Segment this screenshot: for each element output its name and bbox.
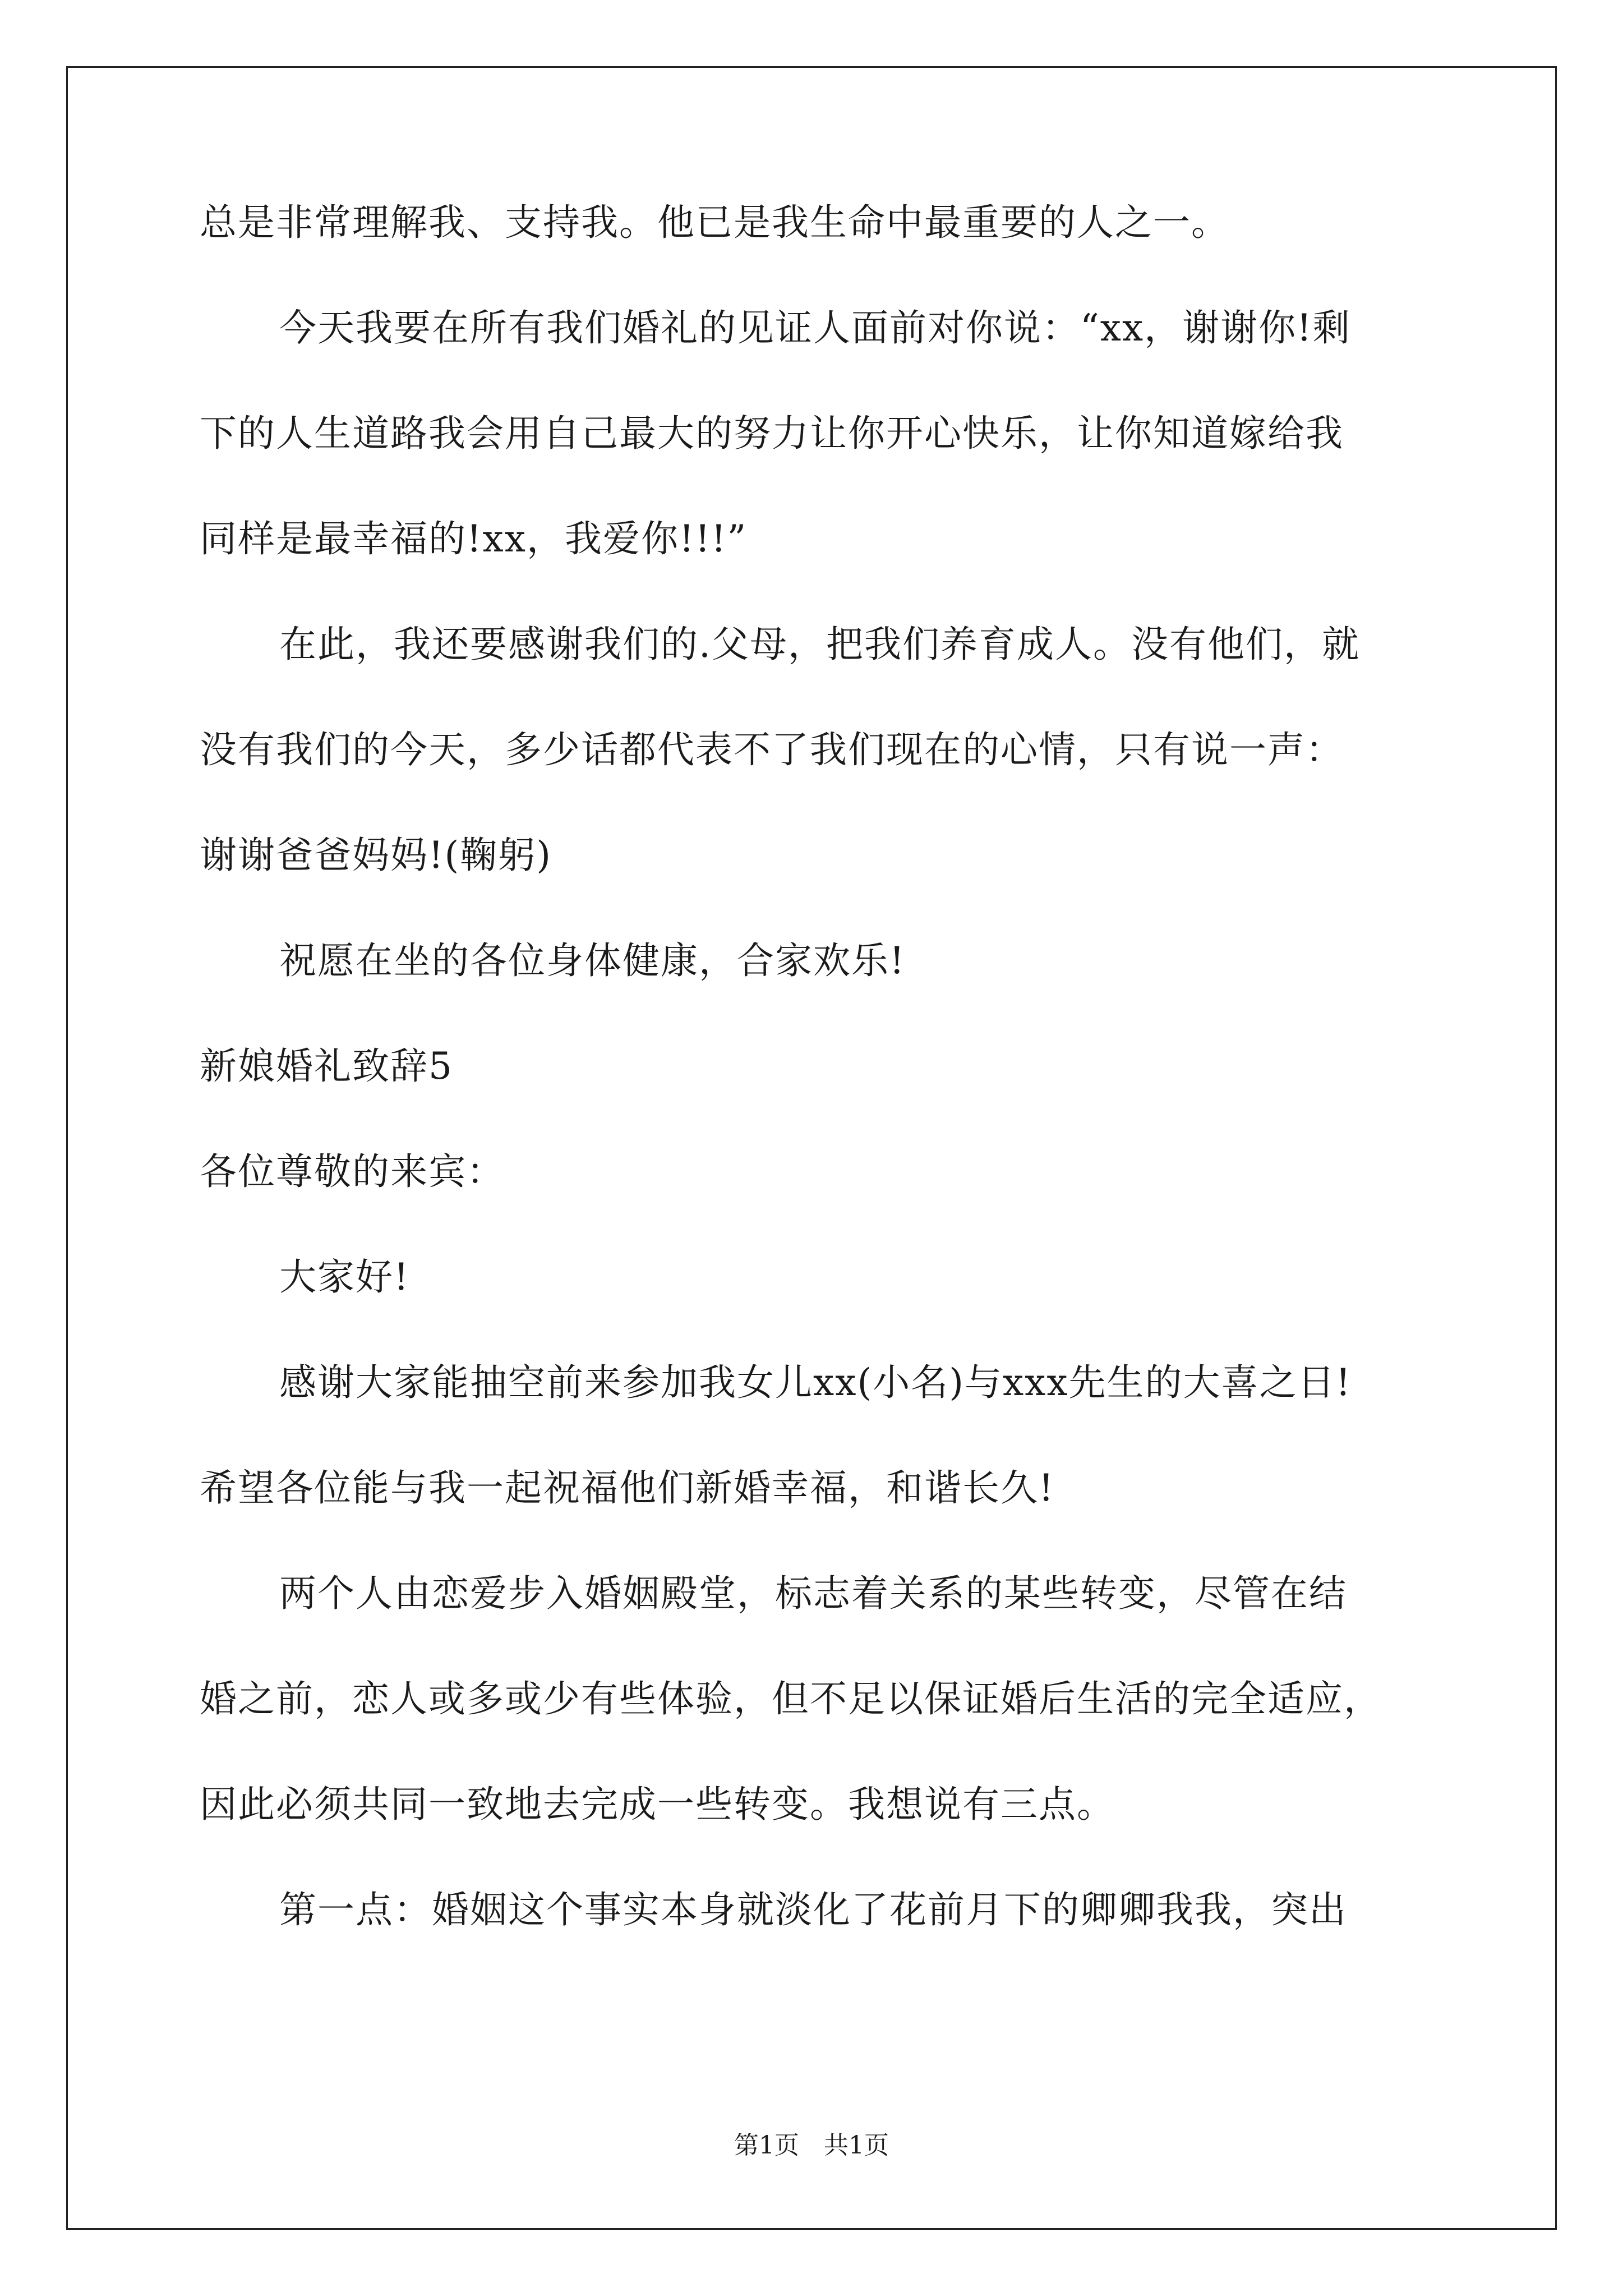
section-heading: 新娘婚礼致辞5 — [200, 1045, 453, 1088]
text-line-7: 谢谢爸爸妈妈!(鞠躬) — [200, 834, 552, 877]
text-line-5: 在此，我还要感谢我们的.父母，把我们养育成人。没有他们，就 — [279, 623, 1360, 666]
text-line-13: 希望各位能与我一起祝福他们新婚幸福，和谐长久! — [200, 1466, 1055, 1510]
text-line-2: 今天我要在所有我们婚礼的见证人面前对你说：“xx，谢谢你!剩 — [279, 306, 1351, 349]
document-body — [200, 197, 1467, 1990]
text-line-16: 因此必须共同一致地去完成一些转变。我想说有三点。 — [200, 1783, 1115, 1826]
text-line-12: 感谢大家能抽空前来参加我女儿xx(小名)与xxx先生的大喜之日! — [279, 1361, 1352, 1404]
greeting: 大家好! — [279, 1255, 410, 1299]
page-number-footer: 第1页 共1页 — [734, 2131, 889, 2160]
text-line-6: 没有我们的今天，多少话都代表不了我们现在的心情，只有说一声： — [200, 728, 1344, 771]
text-line-4: 同样是最幸福的!xx，我爱你!!!” — [200, 517, 748, 560]
text-line-1: 总是非常理解我、支持我。他已是我生命中最重要的人之一。 — [200, 201, 1229, 244]
text-line-14: 两个人由恋爱步入婚姻殿堂，标志着关系的某些转变，尽管在结 — [279, 1572, 1347, 1615]
text-line-15: 婚之前，恋人或多或少有些体验，但不足以保证婚后生活的完全适应， — [200, 1677, 1382, 1720]
text-line-8: 祝愿在坐的各位身体健康，合家欢乐! — [279, 939, 906, 982]
text-line-17: 第一点：婚姻这个事实本身就淡化了花前月下的卿卿我我，突出 — [279, 1888, 1347, 1931]
salutation: 各位尊敬的来宾： — [200, 1150, 505, 1193]
text-line-3: 下的人生道路我会用自己最大的努力让你开心快乐，让你知道嫁给我 — [200, 412, 1344, 455]
